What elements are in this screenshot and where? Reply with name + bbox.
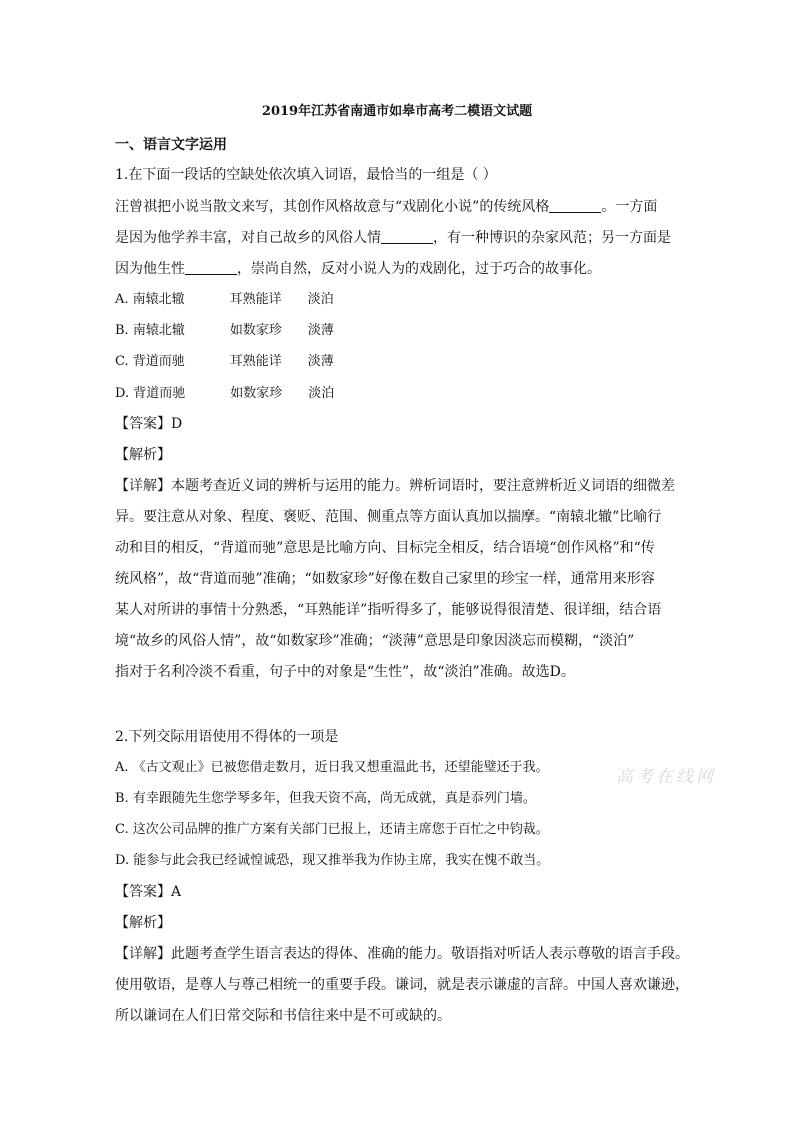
q2-detail-line: 使用敬语，是尊人与尊己相统一的重要手段。谦词，就是表示谦虚的言辞。中国人喜欢谦逊， (115, 977, 689, 993)
option-word: 耳熟能详 (229, 354, 282, 369)
q1-detail-line: 某人对所讲的事情十分熟悉，“耳熟能详”指听得多了，能够说得很清楚、很详细，结合语 (115, 602, 662, 618)
q2-detail-line: 所以谦词在人们日常交际和书信往来中是不可或缺的。 (115, 1008, 451, 1024)
option-word: 淡薄 (307, 354, 334, 369)
option-word: 背道而驰 (132, 354, 185, 369)
option-word: 南辕北辙 (132, 323, 185, 338)
q2-option-a: A. 《古文观止》已被您借走数月，近日我又想重温此书，还望能璧还于我。 (115, 760, 549, 775)
watermark: 高考在线网 (616, 767, 716, 787)
option-letter: A. (115, 292, 129, 307)
q2-detail-line: 【详解】此题考查学生语言表达的得体、准确的能力。敬语指对听话人表示尊敬的语言手段。 (115, 946, 689, 962)
q1-detail-line: 【详解】本题考查近义词的辨析与运用的能力。辨析词语时，要注意辨析近义词语的细微差 (115, 478, 675, 494)
q2-option-d: D. 能参与此会我已经诚惶诚恐，现又推举我为作协主席，我实在愧不敢当。 (115, 853, 550, 868)
q1-detail-line: 指对于名利冷淡不看重，句子中的对象是“生性”，故“淡泊”准确。故选D。 (115, 664, 575, 680)
option-letter: D. (115, 386, 130, 401)
option-word: 耳熟能详 (229, 292, 282, 307)
q1-passage-text: ，崇尚自然，反对小说人为的戏剧化，过于巧合的故事化。 (237, 261, 601, 277)
fill-blank-3 (185, 260, 237, 275)
section-heading: 一、语言文字运用 (115, 137, 227, 153)
q1-detail-line: 境“故乡的风俗人情”，故“如数家珍”准确；“淡薄”意思是印象因淡忘而模糊，“淡泊” (115, 633, 635, 649)
q1-detail-line: 异。要注意从对象、程度、褒贬、范围、侧重点等方面认真加以揣摩。“南辕北辙”比喻行 (115, 509, 662, 525)
q2-option-b: B. 有幸跟随先生您学琴多年，但我天资不高，尚无成就，真是忝列门墙。 (115, 791, 536, 806)
q1-option-a (115, 290, 685, 310)
q1-passage-line-1 (115, 197, 685, 217)
document-title: 2019年江苏省南通市如皋市高考二模语文试题 (261, 104, 533, 119)
q1-passage-text: 。一方面 (601, 199, 658, 215)
q1-detail-line: 动和目的相反，“背道而驰”意思是比喻方向、目标完全相反，结合语境“创作风格”和“传 (115, 540, 655, 556)
q2-analysis-label: 【解析】 (115, 915, 171, 931)
q1-option-c (115, 352, 685, 372)
option-word: 如数家珍 (230, 386, 283, 401)
option-word: 背道而驰 (133, 386, 186, 401)
option-word: 淡泊 (307, 292, 334, 307)
q1-stem: 1.在下面一段话的空缺处依次填入词语，最恰当的一组是（ ） (115, 167, 497, 183)
q1-option-d (115, 384, 685, 404)
q2-answer: 【答案】A (115, 884, 182, 900)
q1-passage-text: 汪曾祺把小说当散文来写，其创作风格故意与“戏剧化小说”的传统风格 (115, 199, 550, 215)
option-word: 淡泊 (308, 386, 335, 401)
q1-passage-text: 因为他生性 (115, 261, 185, 277)
option-letter: C. (115, 354, 129, 369)
q2-option-c: C. 这次公司品牌的推广方案有关部门已报上，还请主席您于百忙之中钧裁。 (115, 822, 549, 837)
q1-passage-line-2 (115, 228, 685, 248)
q1-passage-text: ，有一种博识的杂家风范；另一方面是 (433, 230, 671, 246)
q1-analysis-label: 【解析】 (115, 447, 171, 463)
option-letter: B. (115, 323, 129, 338)
q1-passage-line-3 (115, 259, 685, 279)
option-word: 如数家珍 (229, 323, 282, 338)
q1-option-b (115, 321, 685, 341)
option-word: 南辕北辙 (132, 292, 185, 307)
q2-stem: 2.下列交际用语使用不得体的一项是 (115, 729, 339, 745)
q1-answer: 【答案】D (115, 416, 183, 432)
fill-blank-2 (381, 229, 433, 244)
fill-blank-1 (549, 198, 601, 213)
option-word: 淡薄 (307, 323, 334, 338)
q1-passage-text: 是因为他学养丰富，对自己故乡的风俗人情 (115, 230, 381, 246)
q1-detail-line: 统风格”，故“背道而驰”准确；“如数家珍”好像在数自己家里的珍宝一样，通常用来形容 (115, 571, 655, 587)
